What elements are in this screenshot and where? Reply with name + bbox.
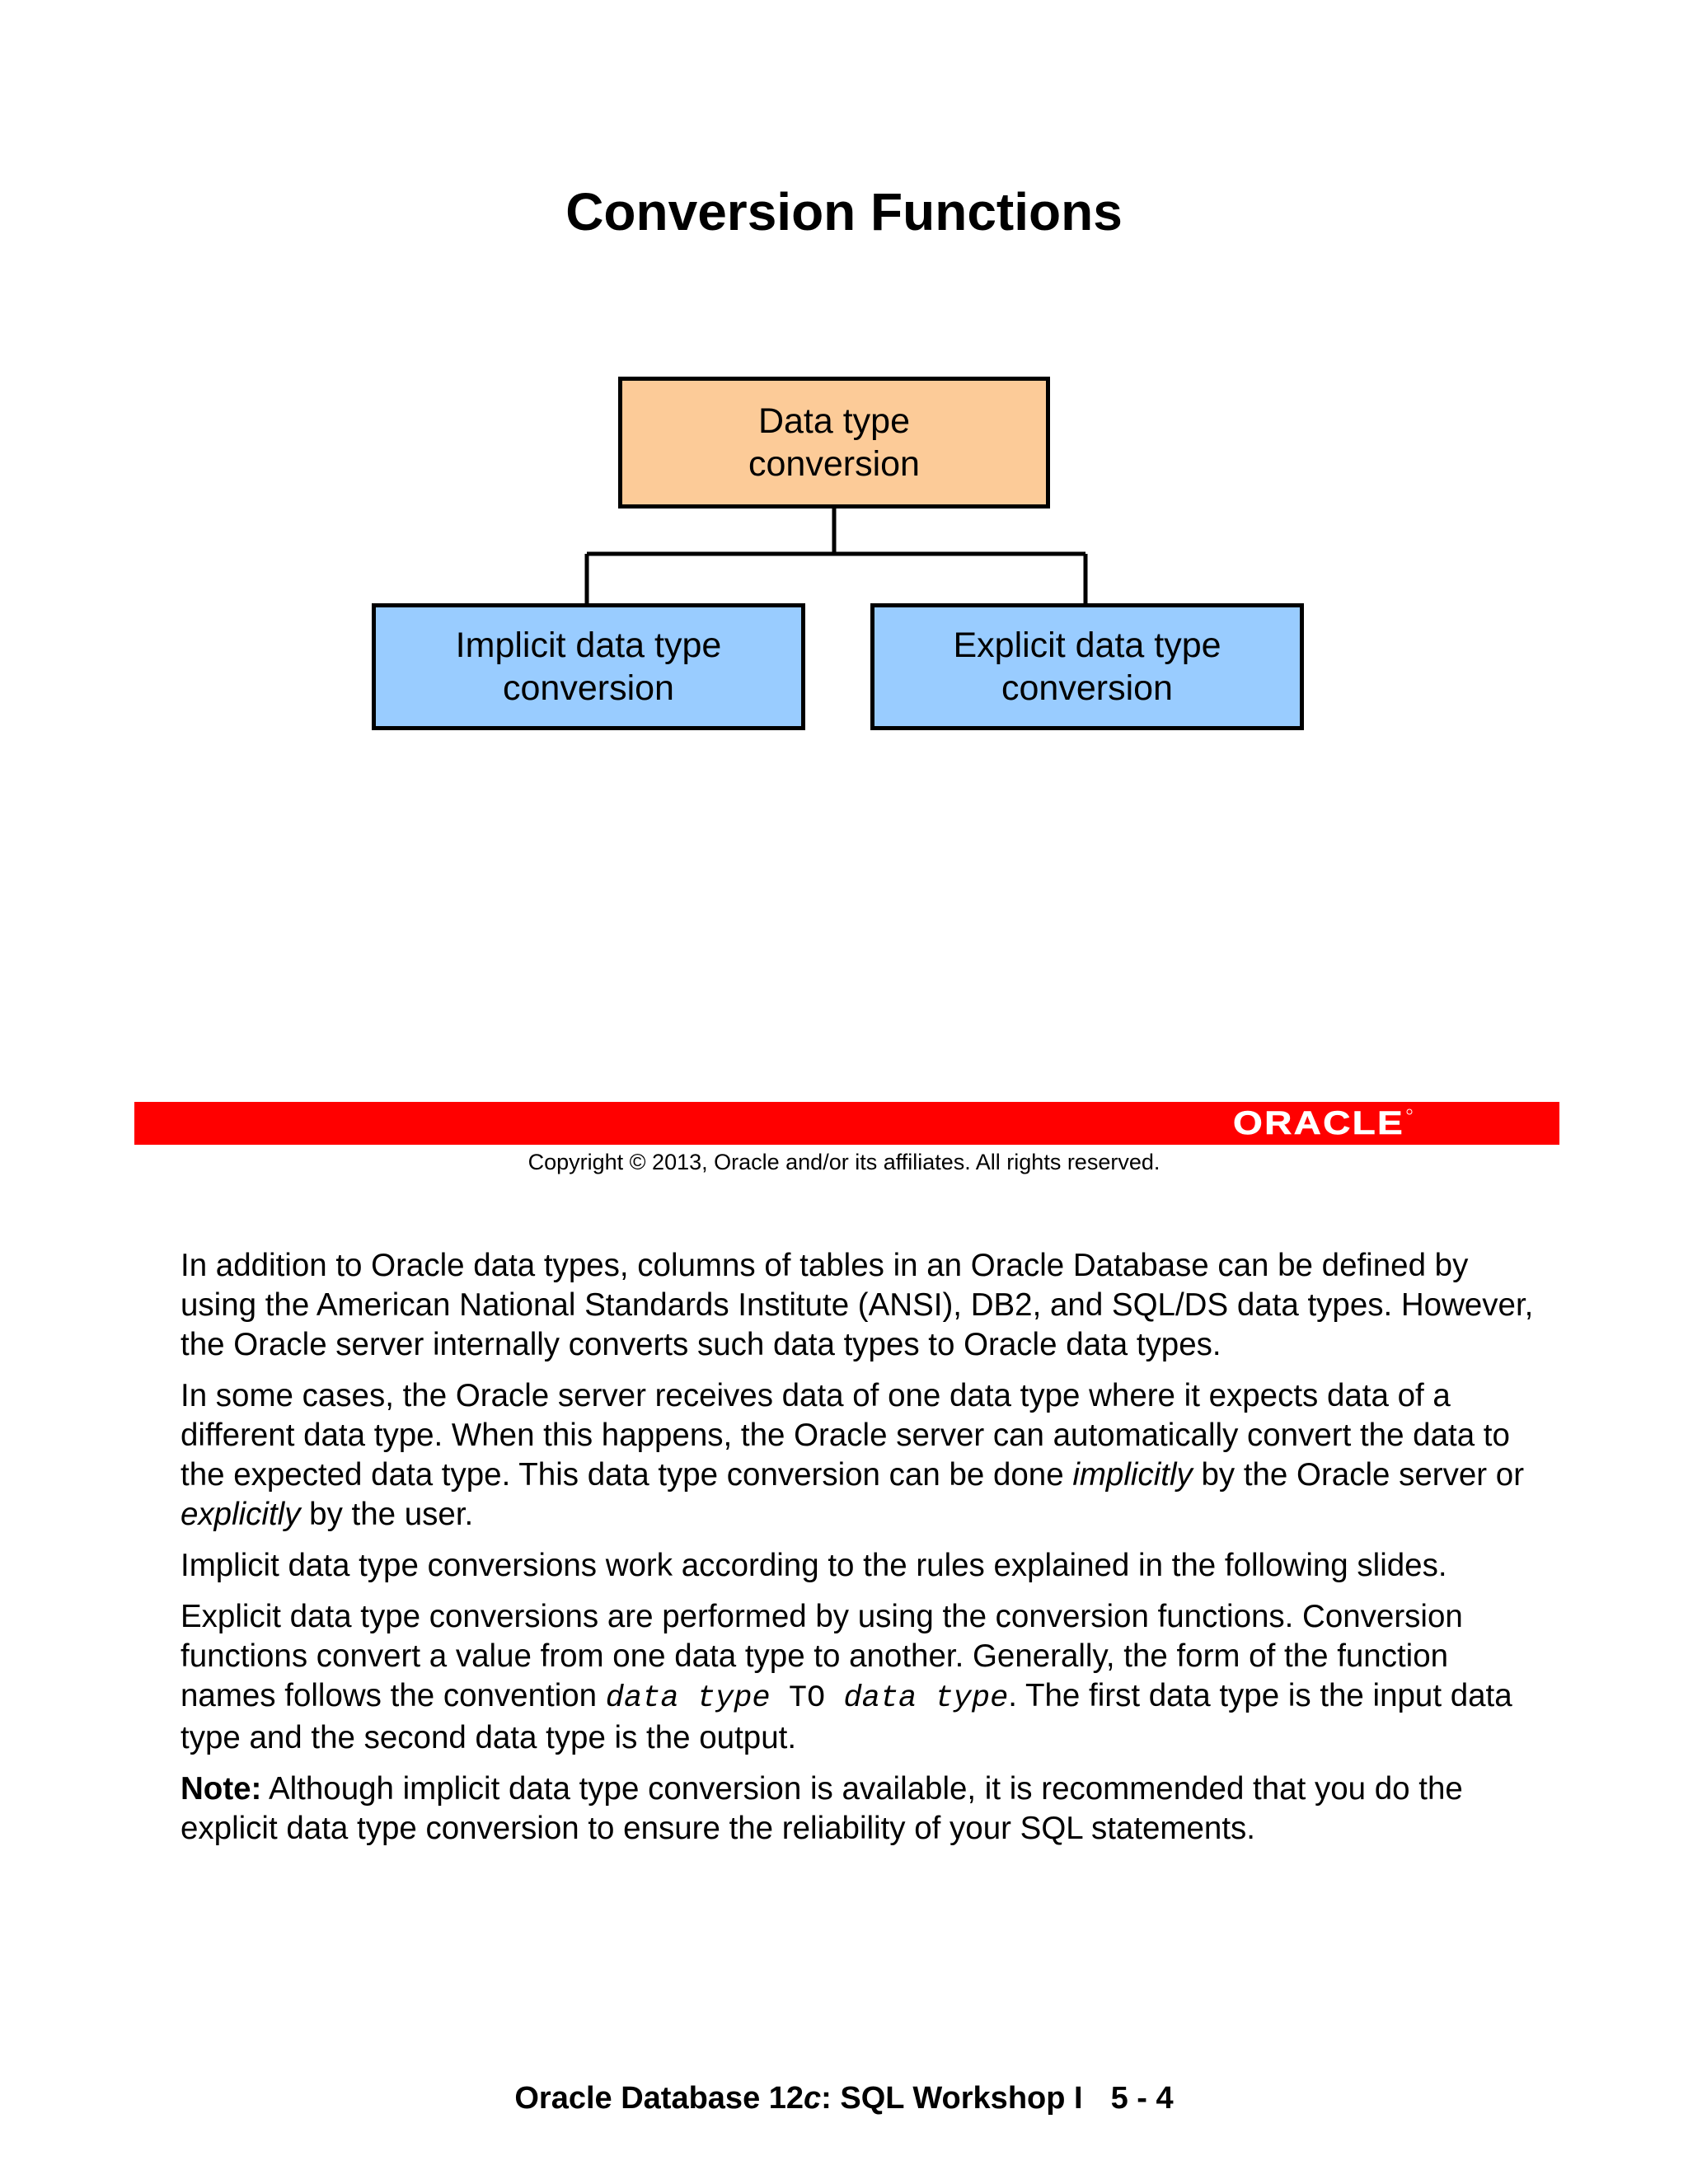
footer-product-a: Oracle Database 12	[514, 2081, 804, 2116]
p2-text-b: by the Oracle server or	[1192, 1457, 1525, 1493]
explicit-box-line2: conversion	[1001, 668, 1173, 708]
data-type-conversion-box	[618, 377, 1050, 509]
p2-explicitly: explicitly	[181, 1497, 301, 1532]
page-number: 5 - 4	[1110, 2081, 1174, 2116]
hierarchy-connectors	[0, 0, 1688, 742]
footer-product-b: : SQL Workshop I	[821, 2081, 1083, 2116]
p2-implicitly: implicitly	[1072, 1457, 1193, 1493]
page-footer	[0, 2077, 1688, 2120]
implicit-box-line2: conversion	[503, 668, 674, 708]
speaker-notes	[181, 1246, 1549, 1860]
p2-text-c: by the user.	[300, 1497, 474, 1532]
notes-note	[181, 1769, 1549, 1849]
slide-title: Conversion Functions	[565, 182, 1123, 241]
note-label: Note:	[181, 1771, 262, 1807]
notes-paragraph-3: Implicit data type conversions work according to the rules explained in the following slides.	[181, 1548, 1447, 1583]
oracle-logo	[1233, 1107, 1414, 1140]
p4-code-to: TO	[770, 1681, 844, 1716]
oracle-logo-text: ORACLE	[1233, 1107, 1404, 1140]
explicit-box-line1: Explicit data type	[953, 626, 1221, 665]
p4-text-b: . The first data type is the input data type and the second data type is the output.	[181, 1678, 1512, 1755]
p4-code-datatype-2: data type	[843, 1681, 1009, 1716]
explicit-conversion-box	[870, 603, 1304, 730]
footer-product-c: c	[804, 2081, 822, 2116]
notes-paragraph-2	[181, 1376, 1549, 1535]
copyright-notice: Copyright © 2013, Oracle and/or its affiliates. All rights reserved.	[528, 1150, 1160, 1174]
notes-paragraph-4	[181, 1597, 1549, 1758]
implicit-box-line1: Implicit data type	[455, 626, 722, 665]
notes-paragraph-1: In addition to Oracle data types, columns of tables in an Oracle Database can be defined by using the American National Standards Institute (ANSI), DB2, and SQL/DS data types. However, the Oracle server internally converts such data types to Oracle data types.	[181, 1248, 1534, 1362]
root-box-line2: conversion	[748, 444, 920, 484]
p4-code-datatype-1: data type	[605, 1681, 771, 1716]
root-box-line1: Data type	[757, 401, 911, 441]
p2-text-a: In some cases, the Oracle server receives data of one data type where it expects data of a different data type. When this happens, the Oracle server can automatically convert the data to the expected data type. This data type conversion can be done	[181, 1378, 1510, 1493]
note-text: Although implicit data type conversion is available, it is recommended that you do the explicit data type conversion to ensure the reliability of your SQL statements.	[181, 1771, 1463, 1846]
p4-text-a: Explicit data type conversions are performed by using the conversion functions. Conversion functions convert a value from one data type to another. Generally, the form of the function names follows the convention	[181, 1599, 1463, 1713]
implicit-conversion-box	[372, 603, 805, 730]
